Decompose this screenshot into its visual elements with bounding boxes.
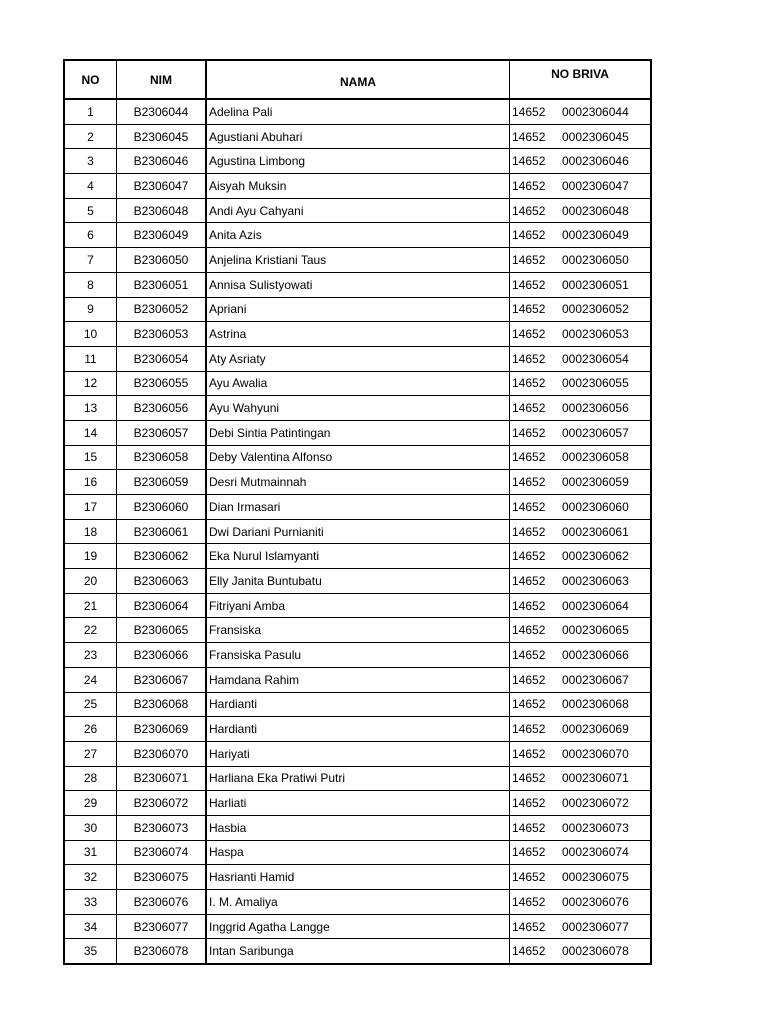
cell-nama: Deby Valentina Alfonso	[206, 445, 510, 470]
cell-nama: Astrina	[206, 322, 510, 347]
table-row	[64, 420, 651, 445]
cell-no: 12	[64, 371, 117, 396]
cell-nim: B2306054	[117, 346, 207, 371]
briva-prefix: 14652	[512, 351, 546, 366]
cell-no: 16	[64, 470, 117, 495]
cell-no-briva	[510, 470, 652, 495]
briva-number: 0002306070	[562, 746, 629, 761]
cell-no: 18	[64, 519, 117, 544]
table-row	[64, 840, 651, 865]
table-row	[64, 445, 651, 470]
cell-no-briva	[510, 198, 652, 223]
briva-prefix: 14652	[512, 499, 546, 514]
briva-number: 0002306049	[562, 228, 629, 243]
briva-prefix: 14652	[512, 647, 546, 662]
table-row	[64, 791, 651, 816]
cell-no: 15	[64, 445, 117, 470]
cell-nama: Ayu Awalia	[206, 371, 510, 396]
table-row	[64, 346, 651, 371]
cell-nim: B2306053	[117, 322, 207, 347]
briva-prefix: 14652	[512, 376, 546, 391]
cell-nama: Fransiska Pasulu	[206, 643, 510, 668]
cell-nama: Inggrid Agatha Langge	[206, 914, 510, 939]
briva-number: 0002306077	[562, 919, 629, 934]
cell-no-briva	[510, 420, 652, 445]
cell-nama: Anjelina Kristiani Taus	[206, 248, 510, 273]
header-no-briva: NO BRIVA	[510, 60, 652, 99]
briva-number: 0002306076	[562, 894, 629, 909]
table-body	[64, 99, 651, 964]
cell-no-briva	[510, 914, 652, 939]
briva-prefix: 14652	[512, 919, 546, 934]
table-row	[64, 124, 651, 149]
cell-nama: Intan Saribunga	[206, 939, 510, 964]
briva-number: 0002306055	[562, 376, 629, 391]
briva-number: 0002306072	[562, 796, 629, 811]
cell-no: 7	[64, 248, 117, 273]
briva-prefix: 14652	[512, 327, 546, 342]
header-row	[64, 60, 651, 99]
briva-number: 0002306067	[562, 672, 629, 687]
cell-nama: Haspa	[206, 840, 510, 865]
briva-prefix: 14652	[512, 697, 546, 712]
cell-no-briva	[510, 593, 652, 618]
cell-no-briva	[510, 717, 652, 742]
cell-no-briva	[510, 667, 652, 692]
briva-prefix: 14652	[512, 252, 546, 267]
cell-no-briva	[510, 396, 652, 421]
briva-number: 0002306073	[562, 820, 629, 835]
table-row	[64, 914, 651, 939]
table-header	[64, 60, 651, 99]
cell-no-briva	[510, 248, 652, 273]
cell-no-briva	[510, 297, 652, 322]
cell-nim: B2306062	[117, 544, 207, 569]
table-row	[64, 519, 651, 544]
cell-no-briva	[510, 445, 652, 470]
cell-nim: B2306060	[117, 495, 207, 520]
cell-nama: Agustina Limbong	[206, 149, 510, 174]
cell-no-briva	[510, 124, 652, 149]
cell-no: 27	[64, 741, 117, 766]
cell-no: 13	[64, 396, 117, 421]
briva-prefix: 14652	[512, 228, 546, 243]
cell-nama: Aisyah Muksin	[206, 174, 510, 199]
table-row	[64, 618, 651, 643]
briva-prefix: 14652	[512, 722, 546, 737]
cell-nim: B2306068	[117, 692, 207, 717]
briva-number: 0002306047	[562, 178, 629, 193]
cell-nim: B2306059	[117, 470, 207, 495]
cell-nama: Hariyati	[206, 741, 510, 766]
briva-prefix: 14652	[512, 277, 546, 292]
cell-nama: Anita Azis	[206, 223, 510, 248]
briva-prefix: 14652	[512, 598, 546, 613]
briva-prefix: 14652	[512, 302, 546, 317]
cell-no-briva	[510, 569, 652, 594]
table-row	[64, 198, 651, 223]
cell-nim: B2306048	[117, 198, 207, 223]
briva-prefix: 14652	[512, 845, 546, 860]
cell-no-briva	[510, 791, 652, 816]
cell-no-briva	[510, 495, 652, 520]
cell-nama: Dwi Dariani Purnianiti	[206, 519, 510, 544]
briva-number: 0002306056	[562, 401, 629, 416]
table-row	[64, 174, 651, 199]
cell-nim: B2306058	[117, 445, 207, 470]
header-no: NO	[64, 60, 117, 99]
table-row	[64, 741, 651, 766]
cell-nim: B2306077	[117, 914, 207, 939]
cell-no: 6	[64, 223, 117, 248]
briva-prefix: 14652	[512, 425, 546, 440]
cell-nama: Aty Asriaty	[206, 346, 510, 371]
cell-nim: B2306075	[117, 865, 207, 890]
briva-number: 0002306075	[562, 870, 629, 885]
briva-number: 0002306066	[562, 647, 629, 662]
cell-nama: Agustiani Abuhari	[206, 124, 510, 149]
cell-no-briva	[510, 174, 652, 199]
cell-nama: I. M. Amaliya	[206, 890, 510, 915]
briva-prefix: 14652	[512, 154, 546, 169]
cell-no: 35	[64, 939, 117, 964]
briva-prefix: 14652	[512, 870, 546, 885]
briva-number: 0002306074	[562, 845, 629, 860]
briva-prefix: 14652	[512, 746, 546, 761]
table-row	[64, 815, 651, 840]
cell-no: 11	[64, 346, 117, 371]
cell-no: 24	[64, 667, 117, 692]
cell-nim: B2306052	[117, 297, 207, 322]
briva-number: 0002306051	[562, 277, 629, 292]
cell-nim: B2306050	[117, 248, 207, 273]
cell-no: 30	[64, 815, 117, 840]
briva-number: 0002306062	[562, 549, 629, 564]
cell-nama: Eka Nurul Islamyanti	[206, 544, 510, 569]
briva-number: 0002306046	[562, 154, 629, 169]
header-nama: NAMA	[206, 60, 510, 99]
cell-nama: Annisa Sulistyowati	[206, 272, 510, 297]
table-row	[64, 371, 651, 396]
briva-prefix: 14652	[512, 894, 546, 909]
cell-nim: B2306072	[117, 791, 207, 816]
cell-no-briva	[510, 643, 652, 668]
table-row	[64, 593, 651, 618]
table-row	[64, 470, 651, 495]
cell-no-briva	[510, 766, 652, 791]
table-row	[64, 766, 651, 791]
cell-no: 28	[64, 766, 117, 791]
cell-no-briva	[510, 346, 652, 371]
cell-no: 3	[64, 149, 117, 174]
cell-nama: Hardianti	[206, 717, 510, 742]
table-row	[64, 717, 651, 742]
cell-nama: Hasbia	[206, 815, 510, 840]
cell-no: 14	[64, 420, 117, 445]
briva-prefix: 14652	[512, 549, 546, 564]
cell-nama: Fransiska	[206, 618, 510, 643]
cell-nim: B2306064	[117, 593, 207, 618]
cell-no: 31	[64, 840, 117, 865]
cell-nim: B2306070	[117, 741, 207, 766]
briva-prefix: 14652	[512, 623, 546, 638]
cell-no-briva	[510, 939, 652, 964]
table-row	[64, 495, 651, 520]
cell-nama: Harliati	[206, 791, 510, 816]
cell-nim: B2306046	[117, 149, 207, 174]
table-row	[64, 643, 651, 668]
briva-prefix: 14652	[512, 104, 546, 119]
briva-number: 0002306044	[562, 104, 629, 119]
table-row	[64, 297, 651, 322]
cell-nim: B2306073	[117, 815, 207, 840]
briva-number: 0002306064	[562, 598, 629, 613]
briva-number: 0002306078	[562, 944, 629, 959]
cell-no-briva	[510, 322, 652, 347]
briva-number: 0002306058	[562, 450, 629, 465]
briva-number: 0002306057	[562, 425, 629, 440]
briva-number: 0002306068	[562, 697, 629, 712]
cell-nim: B2306076	[117, 890, 207, 915]
briva-number: 0002306059	[562, 475, 629, 490]
table-row	[64, 667, 651, 692]
cell-no: 20	[64, 569, 117, 594]
cell-nama: Hamdana Rahim	[206, 667, 510, 692]
cell-nim: B2306066	[117, 643, 207, 668]
briva-number: 0002306052	[562, 302, 629, 317]
briva-number: 0002306054	[562, 351, 629, 366]
cell-nama: Debi Sintia Patintingan	[206, 420, 510, 445]
cell-nama: Adelina Pali	[206, 99, 510, 124]
cell-nim: B2306063	[117, 569, 207, 594]
cell-nim: B2306071	[117, 766, 207, 791]
cell-nim: B2306057	[117, 420, 207, 445]
briva-prefix: 14652	[512, 672, 546, 687]
table-row	[64, 544, 651, 569]
student-briva-table	[63, 59, 652, 965]
briva-number: 0002306048	[562, 203, 629, 218]
cell-no: 2	[64, 124, 117, 149]
briva-prefix: 14652	[512, 944, 546, 959]
cell-nama: Apriani	[206, 297, 510, 322]
cell-nim: B2306049	[117, 223, 207, 248]
cell-no: 1	[64, 99, 117, 124]
cell-nama: Ayu Wahyuni	[206, 396, 510, 421]
cell-no-briva	[510, 815, 652, 840]
cell-no: 9	[64, 297, 117, 322]
cell-no: 4	[64, 174, 117, 199]
briva-number: 0002306053	[562, 327, 629, 342]
briva-number: 0002306063	[562, 573, 629, 588]
cell-no: 8	[64, 272, 117, 297]
cell-no: 22	[64, 618, 117, 643]
cell-nama: Dian Irmasari	[206, 495, 510, 520]
cell-no: 17	[64, 495, 117, 520]
briva-prefix: 14652	[512, 573, 546, 588]
table-row	[64, 865, 651, 890]
table-row	[64, 248, 651, 273]
cell-no: 5	[64, 198, 117, 223]
cell-no: 29	[64, 791, 117, 816]
cell-no: 19	[64, 544, 117, 569]
cell-no-briva	[510, 371, 652, 396]
cell-no-briva	[510, 618, 652, 643]
briva-number: 0002306060	[562, 499, 629, 514]
cell-no: 34	[64, 914, 117, 939]
briva-number: 0002306061	[562, 524, 629, 539]
briva-number: 0002306069	[562, 722, 629, 737]
cell-no-briva	[510, 519, 652, 544]
briva-number: 0002306071	[562, 771, 629, 786]
cell-nim: B2306051	[117, 272, 207, 297]
briva-prefix: 14652	[512, 796, 546, 811]
cell-nama: Desri Mutmainnah	[206, 470, 510, 495]
cell-no: 10	[64, 322, 117, 347]
cell-nama: Hasrianti Hamid	[206, 865, 510, 890]
briva-prefix: 14652	[512, 178, 546, 193]
briva-prefix: 14652	[512, 203, 546, 218]
cell-nim: B2306069	[117, 717, 207, 742]
table-row	[64, 569, 651, 594]
cell-nim: B2306056	[117, 396, 207, 421]
cell-no-briva	[510, 544, 652, 569]
briva-prefix: 14652	[512, 129, 546, 144]
cell-nama: Hardianti	[206, 692, 510, 717]
briva-prefix: 14652	[512, 401, 546, 416]
cell-nim: B2306045	[117, 124, 207, 149]
briva-number: 0002306050	[562, 252, 629, 267]
cell-nim: B2306065	[117, 618, 207, 643]
briva-number: 0002306065	[562, 623, 629, 638]
cell-no-briva	[510, 149, 652, 174]
cell-no: 33	[64, 890, 117, 915]
cell-no: 21	[64, 593, 117, 618]
table-row	[64, 272, 651, 297]
cell-no-briva	[510, 840, 652, 865]
cell-no-briva	[510, 99, 652, 124]
table-row	[64, 149, 651, 174]
briva-prefix: 14652	[512, 820, 546, 835]
cell-no: 23	[64, 643, 117, 668]
cell-no-briva	[510, 272, 652, 297]
briva-prefix: 14652	[512, 475, 546, 490]
briva-number: 0002306045	[562, 129, 629, 144]
briva-prefix: 14652	[512, 771, 546, 786]
briva-prefix: 14652	[512, 450, 546, 465]
briva-prefix: 14652	[512, 524, 546, 539]
cell-nama: Andi Ayu Cahyani	[206, 198, 510, 223]
header-nim: NIM	[117, 60, 207, 99]
cell-nim: B2306074	[117, 840, 207, 865]
cell-nim: B2306061	[117, 519, 207, 544]
table-row	[64, 396, 651, 421]
table-row	[64, 223, 651, 248]
table-row	[64, 939, 651, 964]
cell-no-briva	[510, 223, 652, 248]
cell-no-briva	[510, 741, 652, 766]
cell-no-briva	[510, 865, 652, 890]
cell-nim: B2306047	[117, 174, 207, 199]
cell-nama: Fitriyani Amba	[206, 593, 510, 618]
cell-no: 32	[64, 865, 117, 890]
cell-no-briva	[510, 692, 652, 717]
cell-no-briva	[510, 890, 652, 915]
table-row	[64, 692, 651, 717]
cell-no: 25	[64, 692, 117, 717]
cell-nama: Harliana Eka Pratiwi Putri	[206, 766, 510, 791]
cell-nim: B2306067	[117, 667, 207, 692]
cell-nama: Elly Janita Buntubatu	[206, 569, 510, 594]
cell-no: 26	[64, 717, 117, 742]
table-row	[64, 322, 651, 347]
cell-nim: B2306044	[117, 99, 207, 124]
cell-nim: B2306055	[117, 371, 207, 396]
cell-nim: B2306078	[117, 939, 207, 964]
table-row	[64, 890, 651, 915]
table-row	[64, 99, 651, 124]
